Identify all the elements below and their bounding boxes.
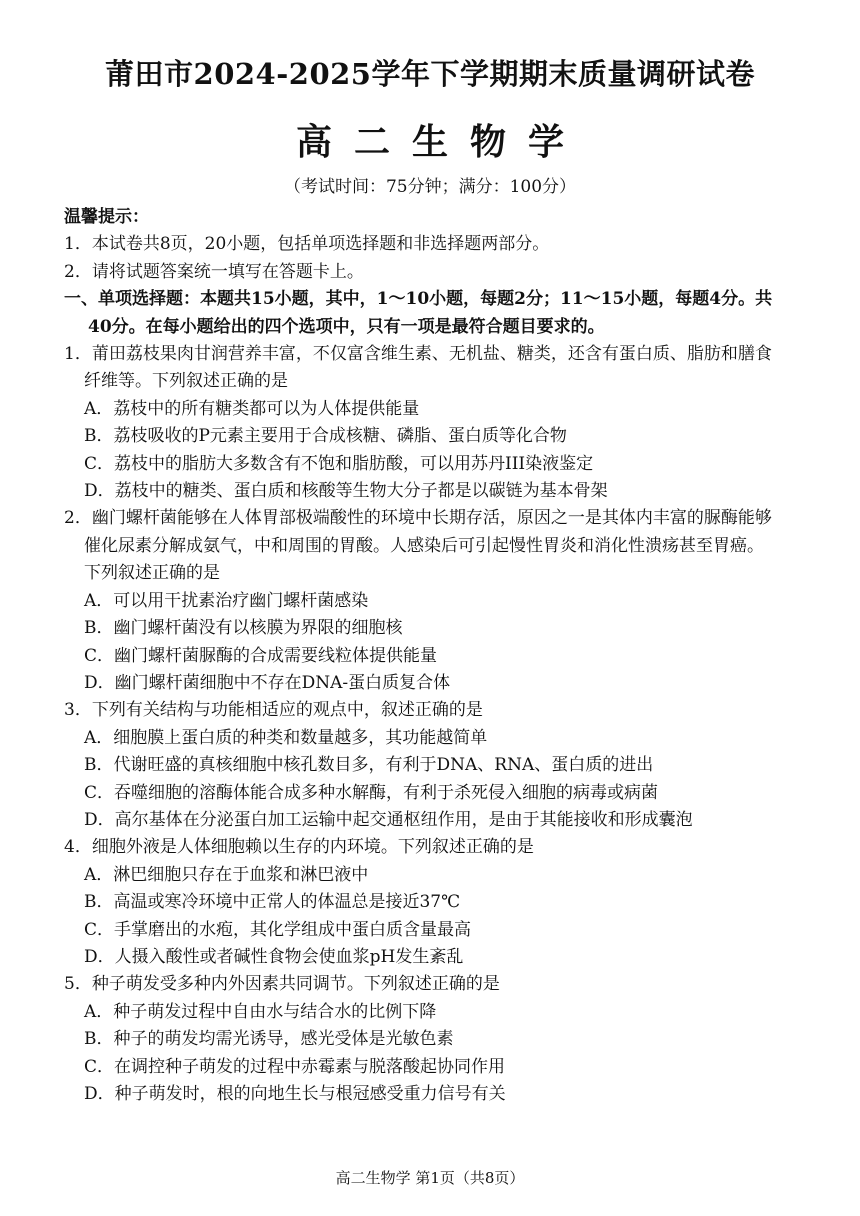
exam-title: 莆田市2024-2025学年下学期期末质量调研试卷: [105, 57, 755, 91]
exam-info: （考试时间：75分钟；满分：100分）: [283, 177, 577, 197]
option-c: C．荔枝中的脂肪大多数含有不饱和脂肪酸，可以用苏丹III染液鉴定: [84, 453, 594, 474]
notice-item: 1．本试卷共8页，20小题，包括单项选择题和非选择题两部分。: [64, 234, 550, 255]
subject-title: 高二生物学: [295, 121, 586, 163]
notice-item: 2．请将试题答案统一填写在答题卡上。: [64, 261, 364, 282]
notice-heading: 温馨提示：: [64, 207, 149, 227]
option-a: A．荔枝中的所有糖类都可以为人体提供能量: [84, 398, 420, 419]
option-d: D．人摄入酸性或者碱性食物会使血浆pH发生紊乱: [84, 946, 464, 967]
option-a: A．可以用干扰素治疗幽门螺杆菌感染: [84, 590, 369, 611]
option-b: B．种子的萌发均需光诱导，感光受体是光敏色素: [84, 1029, 454, 1050]
option-d: D．种子萌发时，根的向地生长与根冠感受重力信号有关: [84, 1084, 506, 1104]
question-stem: 2．幽门螺杆菌能够在人体胃部极端酸性的环境中长期存活，原因之一是其体内丰富的脲酶能够: [64, 508, 772, 529]
option-b: B．高温或寒冷环境中正常人的体温总是接近37℃: [84, 892, 461, 913]
option-a: A．淋巴细胞只存在于血浆和淋巴液中: [84, 864, 369, 885]
option-a: A．细胞膜上蛋白质的种类和数量越多，其功能越简单: [84, 727, 488, 748]
option-c: C．手掌磨出的水疱，其化学组成中蛋白质含量最高: [84, 919, 472, 940]
option-c: C．在调控种子萌发的过程中赤霉素与脱落酸起协同作用: [84, 1056, 506, 1077]
exam-content: [64, 204, 804, 1108]
question-stem-cont: 催化尿素分解成氨气，中和周围的胃酸。人感染后可引起慢性胃炎和消化性溃疡甚至胃癌。: [84, 535, 764, 556]
question-stem: 5．种子萌发受多种内外因素共同调节。下列叙述正确的是: [64, 974, 500, 995]
option-b: B．代谢旺盛的真核细胞中核孔数目多，有利于DNA、RNA、蛋白质的进出: [84, 755, 654, 776]
option-b: B．幽门螺杆菌没有以核膜为界限的细胞核: [84, 618, 403, 639]
section-heading: 一、单项选择题：本题共15小题，其中，1～10小题，每题2分；11～15小题，每题4分。共: [64, 289, 773, 310]
option-d: D．荔枝中的糖类、蛋白质和核酸等生物大分子都是以碳链为基本骨架: [84, 481, 608, 502]
option-c: C．幽门螺杆菌脲酶的合成需要线粒体提供能量: [84, 645, 438, 666]
option-b: B．荔枝吸收的P元素主要用于合成核糖、磷脂、蛋白质等化合物: [84, 426, 567, 447]
question-stem-cont: 下列叙述正确的是: [84, 563, 220, 584]
option-d: D．高尔基体在分泌蛋白加工运输中起交通枢纽作用，是由于其能接收和形成囊泡: [84, 809, 693, 830]
option-d: D．幽门螺杆菌细胞中不存在DNA-蛋白质复合体: [84, 672, 451, 693]
question-stem: 1．莆田荔枝果肉甘润营养丰富，不仅富含维生素、无机盐、糖类，还含有蛋白质、脂肪和膳食: [64, 344, 772, 365]
option-c: C．吞噬细胞的溶酶体能合成多种水解酶，有利于杀死侵入细胞的病毒或病菌: [84, 782, 659, 803]
question-stem-cont: 纤维等。下列叙述正确的是: [84, 371, 288, 392]
page-footer: 高二生物学 第1页（共8页）: [335, 1169, 525, 1187]
section-heading-cont: 40分。在每小题给出的四个选项中，只有一项是最符合题目要求的。: [88, 316, 605, 337]
option-a: A．种子萌发过程中自由水与结合水的比例下降: [84, 1001, 437, 1022]
question-stem: 3．下列有关结构与功能相适应的观点中，叙述正确的是: [64, 700, 483, 721]
question-stem: 4．细胞外液是人体细胞赖以生存的内环境。下列叙述正确的是: [64, 837, 534, 858]
